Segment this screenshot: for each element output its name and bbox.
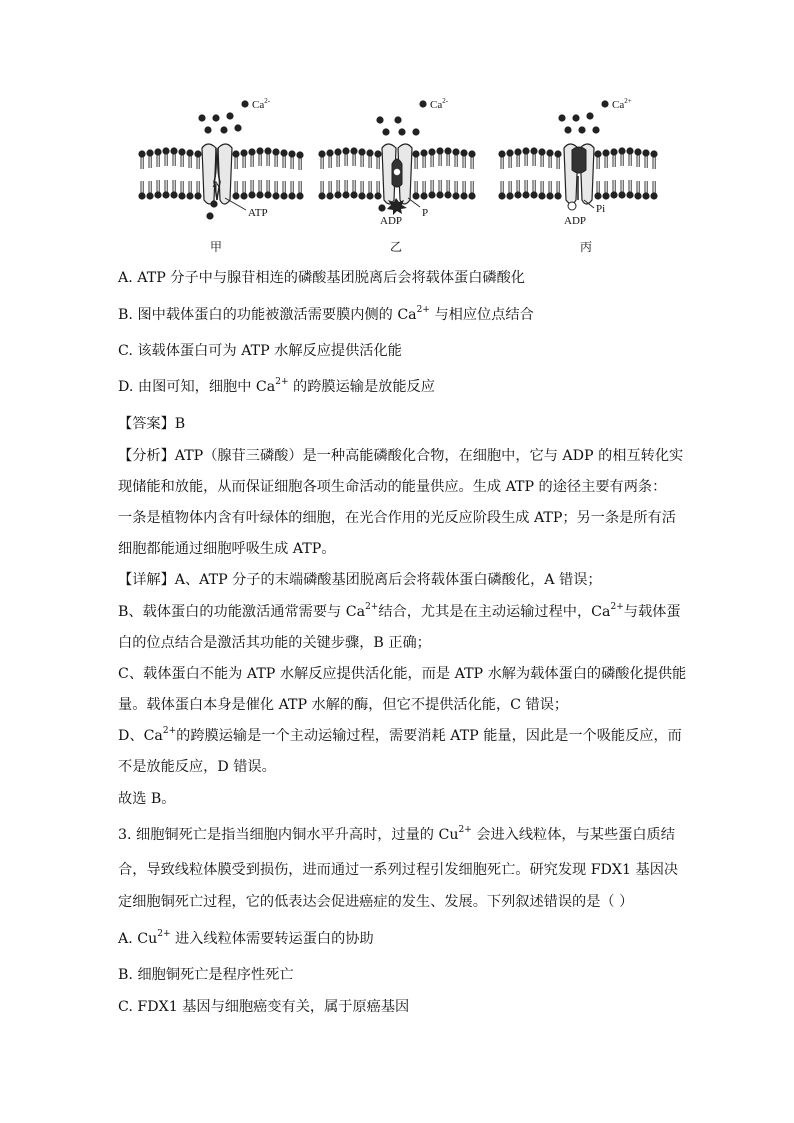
- carrier-protein: [202, 144, 232, 204]
- svg-text:Ca2-: $Ca^{2-}$: [430, 97, 449, 111]
- analysis-line-2: 现储能和放能，从而保证细胞各项生命活动的能量供应。生成 ATP 的途径主要有两条：: [118, 479, 667, 495]
- analysis-line-1: 【分析】ATP（腺苷三磷酸）是一种高能磷酸化合物，在细胞中，它与 ADP 的相互转化实: [118, 448, 684, 464]
- panel-a: [138, 97, 303, 254]
- option-d: D. 由图可知，细胞中 $Ca^{2+}$ 的跨膜运输是放能反应: [118, 377, 435, 395]
- q3-option-c: C. FDX1 基因与细胞癌变有关，属于原癌基因: [118, 999, 410, 1015]
- q3-option-b: B. 细胞铜死亡是程序性死亡: [118, 967, 294, 983]
- panel-b-label: 乙: [390, 240, 403, 254]
- atp-label: ATP: [248, 207, 268, 219]
- analysis-line-3: 一条是植物体内含有叶绿体的细胞，在光合作用的光反应阶段生成 ATP；另一条是所有活: [118, 510, 676, 526]
- carrier-protein: [382, 144, 412, 204]
- adp-label: ADP: [380, 215, 403, 227]
- detail-line-5: 量。载体蛋白本身是催化 ATP 水解的酶，但它不提供活化能，C 错误；: [118, 697, 569, 713]
- answer-line: 【答案】B: [118, 416, 186, 432]
- detail-line-2: B、载体蛋白的功能激活通常需要与 $Ca^{2+}$结合，尤其是在主动运输过程中，$Ca^{2+}$与载体蛋: [118, 602, 681, 620]
- p-label: P: [422, 207, 429, 219]
- atp-pointer: [225, 198, 246, 210]
- svg-text:Ca2+: $Ca^{2+}$: [612, 97, 632, 111]
- detail-line-4: C、载体蛋白不能为 ATP 水解反应提供活化能，而是 ATP 水解为载体蛋白的磷酸化提供能: [118, 666, 687, 682]
- ca-label: Ca: [252, 99, 265, 111]
- ca-label: Ca: [612, 99, 625, 111]
- detail-line-7: 不是放能反应，D 错误。: [118, 759, 276, 775]
- calcium-ions: [376, 100, 426, 135]
- pi-circle: [568, 202, 576, 210]
- detail-line-3: 白的位点结合是激活其功能的关键步骤，B 正确；: [118, 635, 431, 651]
- detail-line-1: 【详解】A、ATP 分子的末端磷酸基团脱离后会将载体蛋白磷酸化，A 错误；: [118, 572, 602, 588]
- option-b: B. 图中载体蛋白的功能被激活需要膜内侧的 $Ca^{2+}$ 与相应位点结合: [118, 305, 534, 323]
- carrier-protein: [564, 144, 594, 204]
- ca-label: Ca: [430, 99, 443, 111]
- q3-line-2: 合，导致线粒体膜受到损伤，进而通过一系列过程引发细胞死亡。研究发现 FDX1 基因决: [118, 862, 679, 878]
- panel-a-label: 甲: [210, 240, 223, 254]
- calcium-ions: [558, 100, 608, 133]
- adp-label: ADP: [564, 215, 587, 227]
- pi-label: Pi: [596, 203, 606, 215]
- panel-b: [318, 97, 475, 254]
- option-c: C. 该载体蛋白可为 ATP 水解反应提供活化能: [118, 343, 402, 359]
- membrane-transport-figure: [130, 92, 670, 257]
- option-a: A. ATP 分子中与腺苷相连的磷酸基团脱离后会将载体蛋白磷酸化: [118, 270, 525, 286]
- panel-c-label: 丙: [580, 240, 593, 254]
- q3-line-3: 定细胞铜死亡过程，它的低表达会促进癌症的发生、发展。下列叙述错误的是（ ）: [118, 894, 634, 910]
- detail-line-6: D、$Ca^{2+}$的跨膜运输是一个主动运输过程，需要消耗 ATP 能量，因此是一个吸能反应，而: [118, 726, 682, 744]
- analysis-line-4: 细胞都能通过细胞呼吸生成 ATP。: [118, 541, 336, 557]
- q3-option-a: A. $Cu^{2+}$ 进入线粒体需要转运蛋白的协助: [118, 929, 374, 947]
- svg-text:Ca2-: $Ca^{2-}$: [252, 97, 271, 111]
- q3-line-1: 3. 细胞铜死亡是指当细胞内铜水平升高时，过量的 $Cu^{2+}$ 会进入线粒体，与某些蛋白质结: [118, 825, 675, 843]
- detail-line-8: 故选 B。: [118, 791, 176, 807]
- panel-c: [498, 97, 657, 254]
